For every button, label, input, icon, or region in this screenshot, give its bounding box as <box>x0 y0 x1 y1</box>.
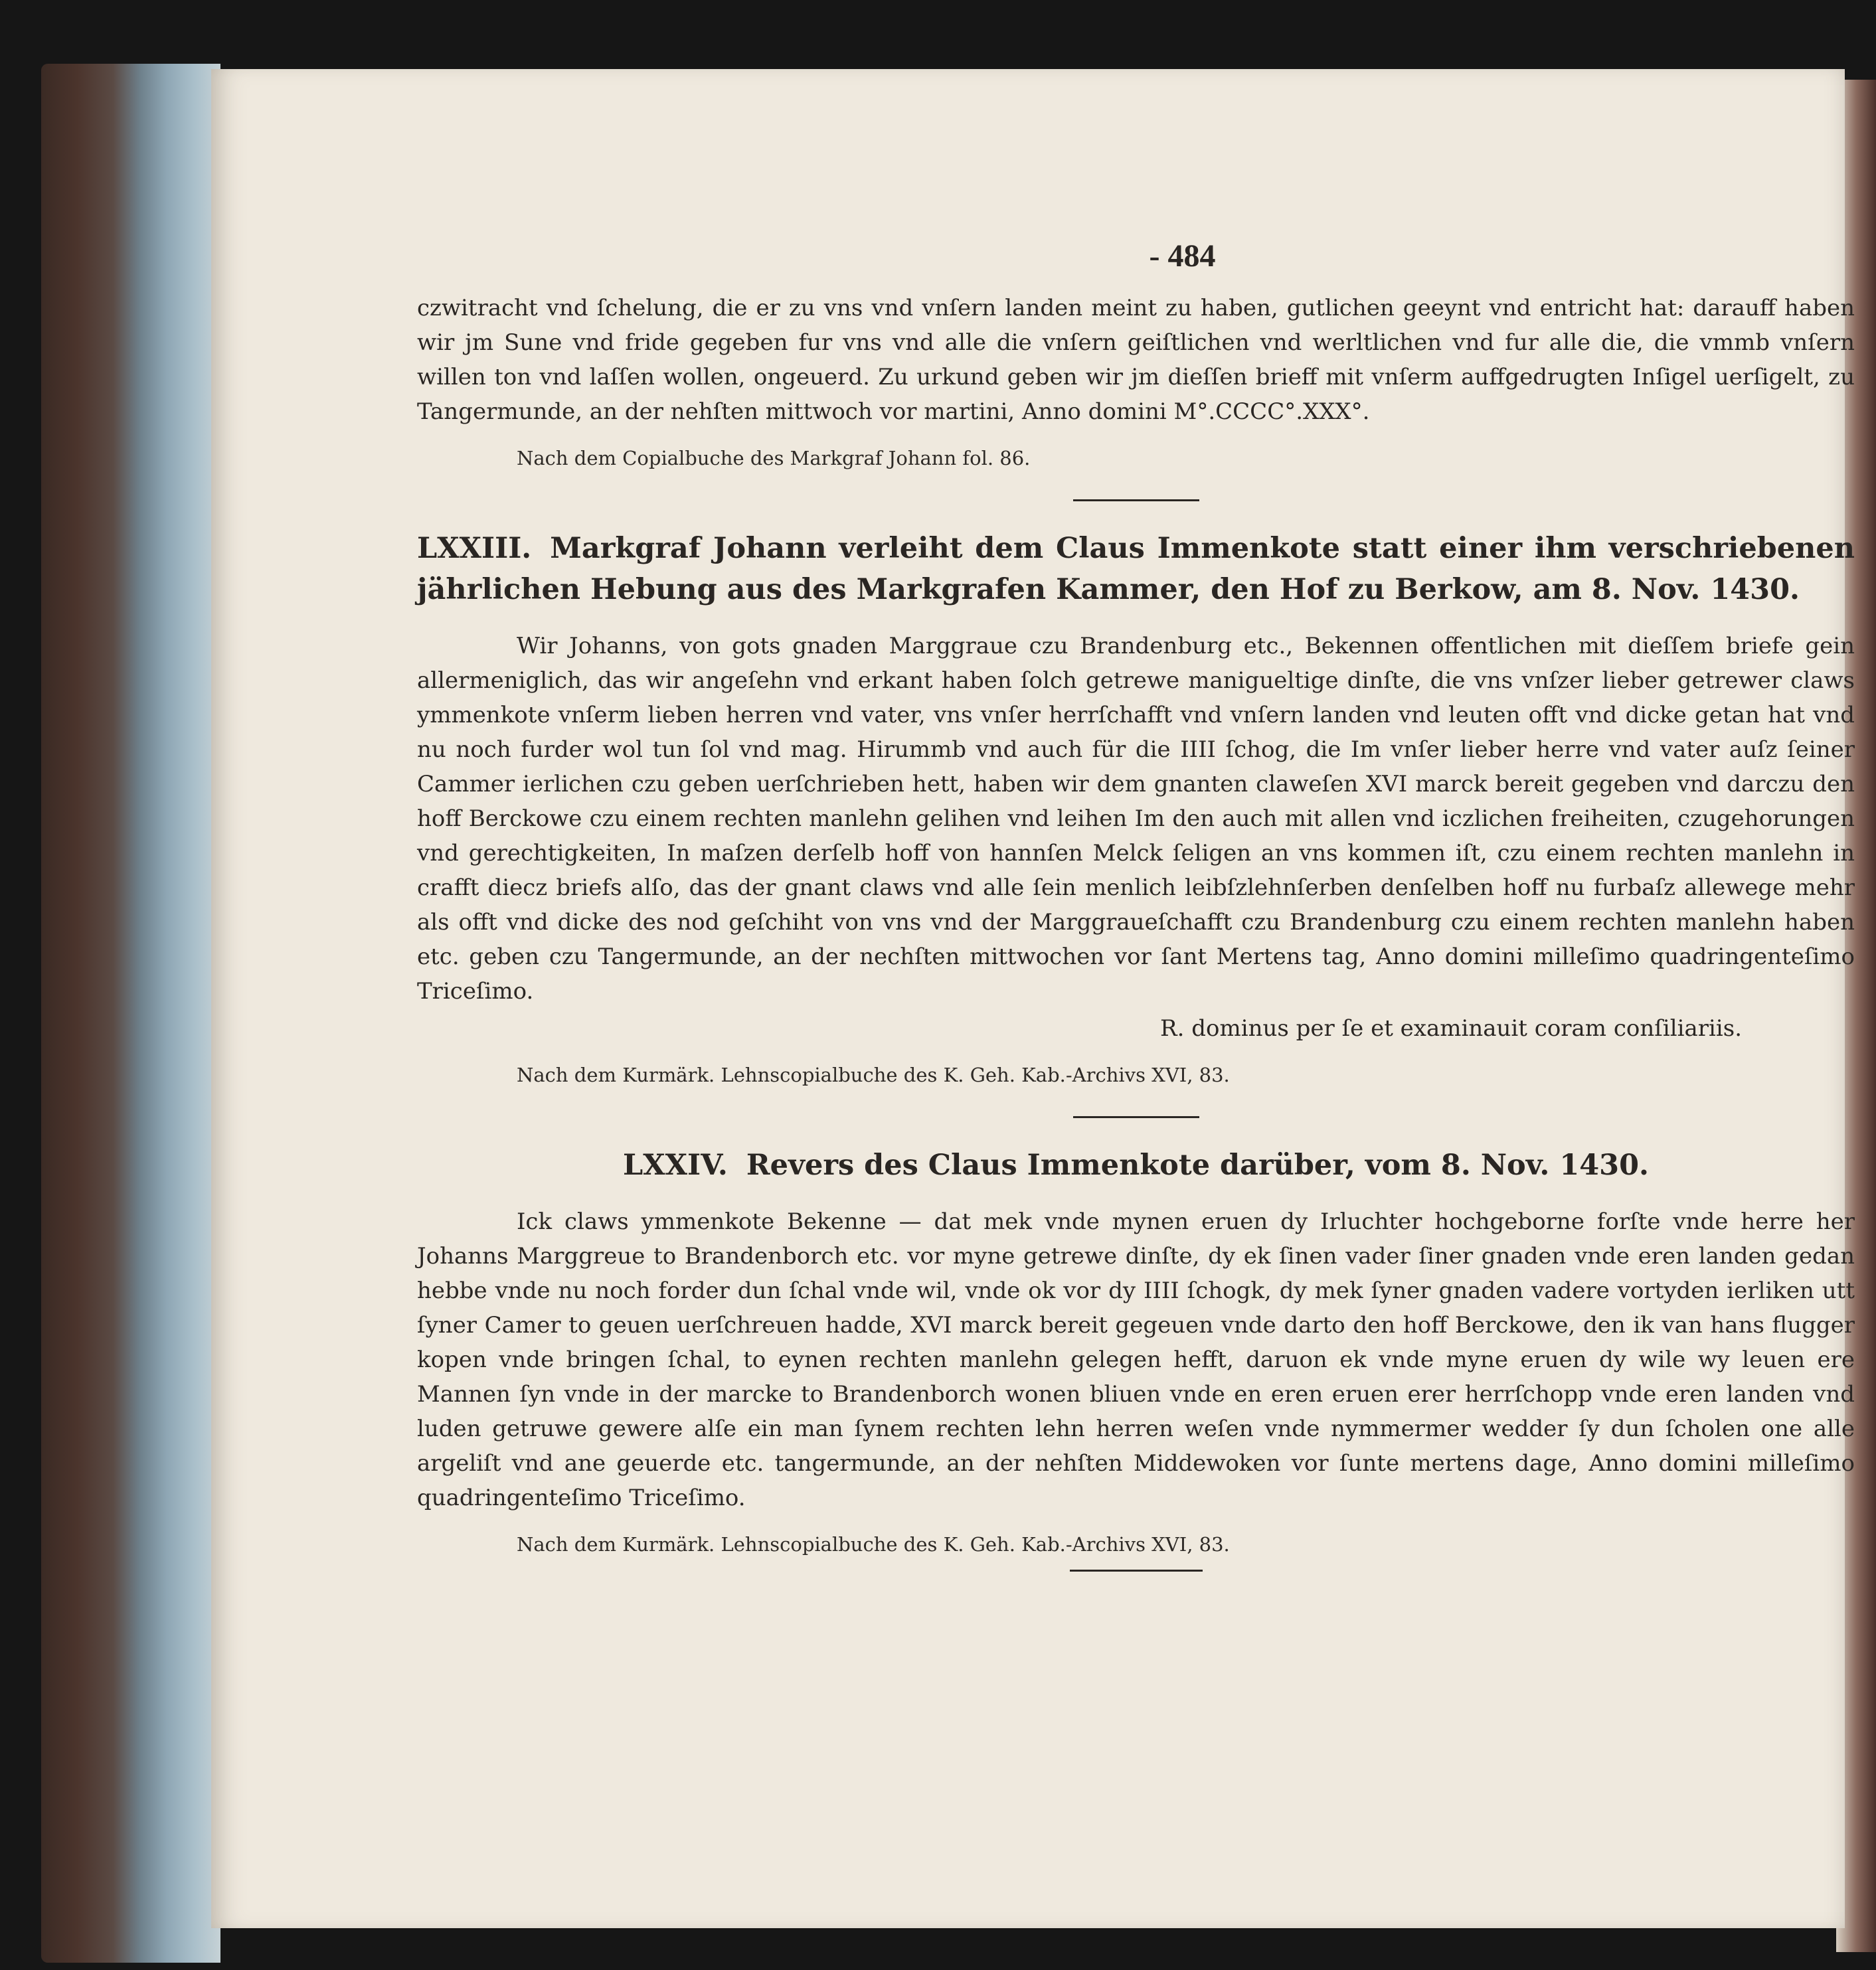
document-heading-74 <box>417 1145 1855 1186</box>
document-title: Markgraf Johann verleiht dem Claus Immenkote statt einer ihm verschriebenen jährlichen Hebung aus des Markgrafen Kammer, den Hof zu Berkow, am 8. Nov. 1430. <box>417 532 1855 606</box>
document-body-text: Wir Johanns, von gots gnaden Marggraue czu Brandenburg etc., Bekennen offentlichen mit dieſſem briefe gein allermeniglich, das wir angeſehn vnd erkant haben ſolch getrewe manigueltige dinſte, die vns vnſzer lieber getrewer claws ymmenkote vnſerm lieben herren vnd vater, vns vnſer herrſchafft vnd vnſern landen vnd leuten offt vnd dicke getan hat vnd nu noch furder wol tun ſol vnd mag. Hirummb vnd auch für die IIII ſchog, die Im vnſer lieber herre vnd vater auſz ſeiner Cammer ierlichen czu geben uerſchrieben hett, haben wir dem gnanten claweſen XVI marck bereit gegeben vnd darczu den hoff Berckowe czu einem rechten manlehn gelihen vnd leihen Im den auch mit allen vnd iczlichen freiheiten, czugehorungen vnd gerechtigkeiten, In maſzen derſelb hoff von hannſen Melck ſeligen an vns kommen iſt, czu einem rechten manlehn in crafft diecz briefs alſo, das der gnant claws vnd alle ſein menlich leibſzlehnſerben denſelben hoff nu furbaſz allewege mehr als offt vnd dicke des nod geſchiht von vns vnd der Marggraueſchafft czu Brandenburg czu einem rechten manlehn haben etc. geben czu Tangermunde, an der nechſten mittwochen vor ſant Mertens tag, Anno domini milleſimo quadringenteſimo Triceſimo. <box>417 633 1855 1005</box>
document-number: LXXIV. <box>623 1149 728 1182</box>
section-divider <box>1073 499 1199 501</box>
source-citation: Nach dem Copialbuche des Markgraf Johann fol. 86. <box>517 447 1031 469</box>
page-content <box>417 182 1855 1598</box>
continued-document-text: czwitracht vnd ſchelung, die er zu vns vnd vnſern landen meint zu haben, gutlichen geeynt vnd entricht hat: darauff haben wir jm Sune vnd fride gegeben fur vns vnd alle die vnſern geiſtlichen vnd werltlichen vnd fur alle die, die vmmb vnſern willen ton vnd laſſen wollen, ongeuerd. Zu urkund geben wir jm dieſſen brieff mit vnſerm auffgedrugten Inſigel uerſigelt, zu Tangermunde, an der nehſten mittwoch vor martini, Anno domini M°.CCCC°.XXX°. <box>417 295 1855 425</box>
page-number: - 484 <box>1149 238 1216 274</box>
signature-line: R. dominus per ſe et examinauit coram conſiliariis. <box>1160 1015 1742 1042</box>
closing-rule <box>1070 1570 1203 1572</box>
book-page <box>211 69 1855 1928</box>
document-heading-73 <box>417 528 1855 610</box>
source-citation: Nach dem Kurmärk. Lehnscopialbuche des K. Geh. Kab.-Archivs XVI, 83. <box>517 1533 1230 1556</box>
book-page-edges <box>41 64 220 1963</box>
document-number: LXXIII. <box>417 532 532 565</box>
document-title: Revers des Claus Immenkote darüber, vom 8. Nov. 1430. <box>746 1149 1649 1182</box>
document-body-text: Ick claws ymmenkote Bekenne — dat mek vnde mynen eruen dy Irluchter hochgeborne forſte vnde herre her Johanns Marggreue to Brandenborch etc. vor myne getrewe dinſte, dy ek ſinen vader ſiner gnaden vnde eren landen gedan hebbe vnde nu noch forder dun ſchal vnde wil, vnde ok vor dy IIII ſchogk, dy mek ſyner gnaden vadere vortyden ierliken utt ſyner Camer to geuen uerſchreuen hadde, XVI marck bereit gegeuen vnde darto den hoff Berckowe, den ik van hans flugger kopen vnde bringen ſchal, to eynen rechten manlehn gelegen hefft, daruon ek vnde myne eruen dy wile wy leuen ere Mannen ſyn vnde in der marcke to Brandenborch wonen bliuen vnde en eren eruen erer herrſchopp vnde eren landen vnd luden getruwe gewere alſe ein man ſynem rechten lehn herren weſen vnde nymmermer wedder ſy dun ſcholen one alle argeliſt vnd ane geuerde etc. tangermunde, an der nehſten Middewoken vor ſunte mertens dage, Anno domini milleſimo quadringenteſimo Triceſimo. <box>417 1208 1855 1511</box>
source-citation: Nach dem Kurmärk. Lehnscopialbuche des K. Geh. Kab.-Archivs XVI, 83. <box>517 1064 1230 1086</box>
section-divider <box>1073 1116 1199 1118</box>
